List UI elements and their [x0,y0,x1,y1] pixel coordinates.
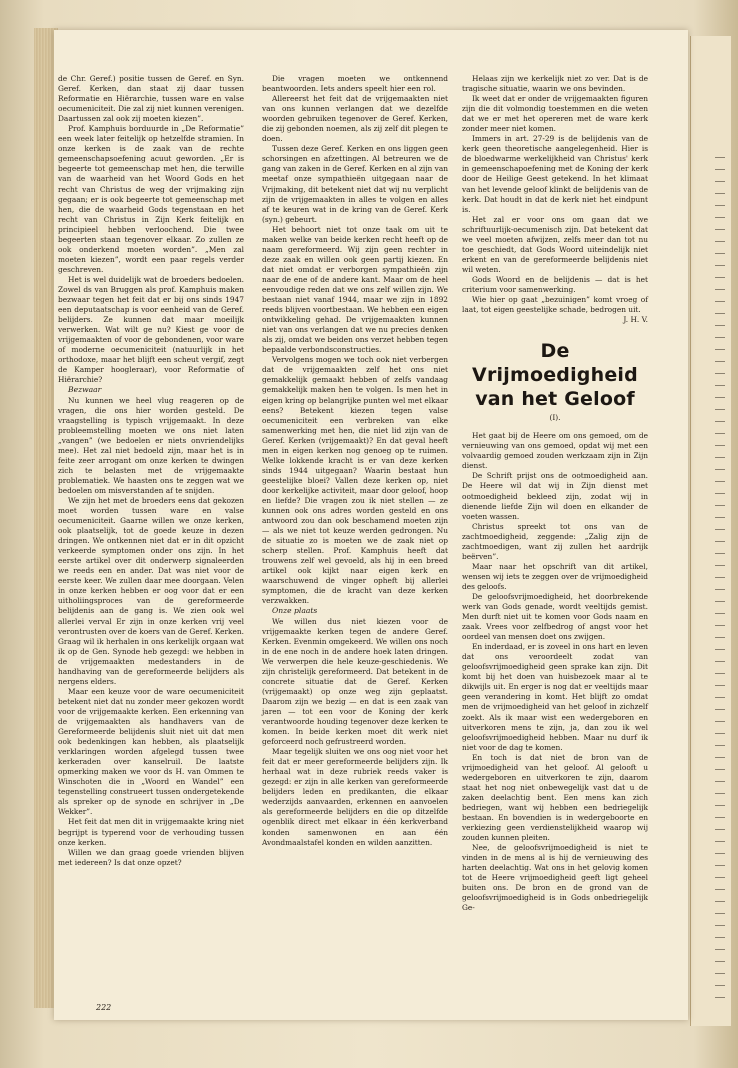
page-number: 222 [96,1003,112,1012]
column-3 [462,74,648,913]
paragraph: De Schrift prijst ons de ootmoedigheid aan. De Heere wil dat wij in Zijn dienst met ootmoedigheid bekleed zijn, zodat wij in dienende liefde Zijn wil doen en elkander de voeten wassen. [462,471,648,521]
subheading-onze-plaats: Onze plaats [272,606,318,616]
paragraph: Allereerst het feit dat de vrijgemaakten niet van ons kunnen verlangen dat we dezelfde woorden gebruiken tegenover de Geref. Kerken, die zij gebonden noemen, als zij zelf dit plegen te doen. [262,94,448,144]
paragraph: Nu kunnen we heel vlug reageren op de vragen, die ons hier worden gesteld. De vraagstelling is typisch vrijgemaakt. In deze probleemstelling moeten we ons niet laten „vangen” (we bedoelen er niets onvriendelijks mee). Het zal niet bedoeld zijn, maar het is in feite zeer arrogant om onze kerken te dwingen zich te belasten met de vrijgemaakte problematiek. We haasten ons te zeggen wat we bedoelen om misverstanden af te snijden. [58,395,244,495]
paragraph: Ik weet dat er onder de vrijgemaakten figuren zijn die dit volmondig toestemmen en die weten dat we er met het opereren met de ware kerk zonder meer niet komen. [462,94,648,134]
article-number: (I). [549,413,561,423]
subheading-bezwaar: Bezwaar [68,385,102,395]
paragraph: Helaas zijn we kerkelijk niet zo ver. Dat is de tragische situatie, waarin we ons bevinden. [462,74,648,94]
paragraph: Het is wel duidelijk wat de broeders bedoelen. Zowel ds van Bruggen als prof. Kamphuis maken bezwaar tegen het feit dat er bij ons sinds 1947 een deputaatschap is voor eenheid van de Geref. belijders. Ze kunnen dat maar moeilijk verwerken. Wat wilt ge nu? Kiest ge voor de vrijgemaakten of voor de gebondenen, voor ware of moderne oecumeniciteit (natuurlijk in het orthodoxe, maar het blijft een scheut vergif, zegt de Kamper hoogleraar), voor Reformatie of Hiërarchie? [58,274,244,385]
paragraph: We zijn het met de broeders eens dat gekozen moet worden tussen ware en valse oecumeniciteit. Gaarne willen we onze kerken, ook plaatselijk, tot de goede keuze in dezen dringen. We ontkennen niet dat er in dit opzicht verkeerde symptomen onder ons zijn. In het eerste artikel over dit onderwerp signaleerden we reeds een en ander. Dat was niet voor de eerste keer. We zullen daar mee doorgaan. Velen in onze kerken hebben er oog voor dat er een uitholiingsproces van de gereformeerde belijdenis aan de gang is. We zien ook wel allerlei verval Er zijn in onze kerken vrij veel verontrusten over de koers van de Geref. Kerken. Graag wil ik herhalen in ons kerkelijk orgaan wat ik op de Gen. Synode heb gezegd: we hebben in de vrijgemaakten medestanders in de handhaving van de gereformeerde belijders als nergens elders. [58,495,244,686]
column-2 [262,74,448,848]
paragraph: We willen dus niet kiezen voor de vrijgemaakte kerken tegen de andere Geref. Kerken. Evenmin omgekeerd. We willen ons noch in de ene noch in de andere hoek laten dringen. We verwerpen die hele keuze-geschiedenis. We zijn christelijk gereformeerd. Dat betekent in de concrete situatie dat de Geref. Kerken (vrijgemaakt) op onze weg zijn geplaatst. Daarom zijn we bezig — en dat is een zaak van jaren — tot een voor de Koning der kerk verantwoorde houding tegenover deze kerken te komen. In beide kerken moet dit werk niet geforceerd noch gefrustreerd worden. [262,616,448,747]
paragraph: En inderdaad, er is zoveel in ons hart en leven dat ons veroordeelt zodat van geloofsvrijmoedigheid geen sprake kan zijn. Dit komt bij het doen van huisbezoek maar al te dikwijls uit. En erger is nog dat er veeltijds maar geen verandering in komt. Het blijft zo omdat men de vrijmoedigheid van het geloof in zichzelf zoekt. Als ik maar wist een wedergeboren en uitverkoren mens te zijn, ja, dan zou ik wel geloofsvrijmoedigheid hebben. Maar nu durf ik niet voor de dag te komen. [462,642,648,752]
paragraph: Het behoort niet tot onze taak om uit te maken welke van beide kerken recht heeft op de naam gereformeerd. Wij zijn geen rechter in deze zaak en willen ook geen partij kiezen. En dat niet omdat er verborgen sympathieën zijn naar de ene of de andere kant. Maar om de heel eenvoudige reden dat we ons zelf willen zijn. We bestaan niet vanaf 1944, maar we zijn in 1892 reeds blijven voortbestaan. We hebben een eigen ontwikkeling gehad. De vrijgemaakten kunnen niet van ons verlangen dat we nu precies denken als zij, omdat we beiden ons verzet hebben tegen bepaalde verbondsconstructies. [262,224,448,355]
column-1 [58,74,244,868]
paragraph: Immers in art. 27-29 is de belijdenis van de kerk geen theoretische aangelegenheid. Hier is de bloedwarme werkelijkheid van Christus' kerk in gemeenschapoefening met de Koning der kerk door de Heilige Geest getekend. In het klimaat van het levende geloof klinkt de belijdenis van de kerk. Dat houdt in dat de kerk niet het eindpunt is. [462,134,648,214]
next-page-edge [690,36,731,1026]
paragraph: De geloofsvrijmoedigheid, het doorbrekende werk van Gods genade, wordt veeltijds gemist. Men durft niet uit te komen voor Gods naam en zaak. Vrees voor zelfbedrog of angst voor het oordeel van mensen doet ons zwijgen. [462,591,648,642]
paragraph: Het feit dat men dit in vrijgemaakte kring niet begrijpt is typerend voor de verhouding tussen onze kerken. [58,817,244,847]
paragraph: Nee, de geloofsvrijmoedigheid is niet te vinden in de mens al is hij de vernieuwing des harten deelachtig. Wat ons in het gelovig komen tot de Heere vrijmoedigheid geeft ligt geheel buiten ons. De bron en de grond van de geloofsvrijmoedigheid is in Gods onbedriegelijk Ge- [462,843,648,913]
paragraph: Maar naar het opschrift van dit artikel, wensen wij iets te zeggen over de vrijmoedigheid des geloofs. [462,561,648,591]
paragraph: Het zal er voor ons om gaan dat we schriftuurlijk-oecumenisch zijn. Dat betekent dat we veel moeten afwijzen, zelfs meer dan tot nu toe geschiedt, dat Gods Woord uiteindelijk niet erkent en van de gereformeerde belijdenis niet wil weten. [462,214,648,274]
paragraph: Maar tegelijk sluiten we ons oog niet voor het feit dat er meer gereformeerde belijders zijn. Ik herhaal wat in deze rubriek reeds vaker is gezegd: er zijn in alle kerken van gereformeerde belijders leden en predikanten, die elkaar wederzijds aanvaarden, erkennen en aanvoelen als gereformeerde belijders en die op ditzelfde ogenblik direct met elkaar in één kerkverband konden samenwonen en aan één Avondmaalstafel konden en wilden aanzitten. [262,747,448,847]
paragraph: Willen we dan graag goede vrienden blijven met iedereen? Is dat onze opzet? [58,847,244,867]
paragraph: Wie hier op gaat „bezuinigen” komt vroeg of laat, tot eigen geestelijke schade, bedrogen uit. [462,295,648,315]
paragraph: En toch is dat niet de bron van de vrijmoedigheid van het geloof. Al gelooft u wedergeboren en uitverkoren te zijn, daarom staat het nog niet onbewegelijk vast dat u de zaken deelachtig bent. Een mens kan zich bedriegen, want wij hebben een bedriegelijk bestaan. En bovendien is in wedergeboorte en verkiezing geen verdienstelijkheid waarop wij zouden kunnen pleiten. [462,752,648,843]
paragraph: Vervolgens mogen we toch ook niet verbergen dat de vrijgemaakten zelf het ons niet gemakkelijk gemaakt hebben of zelfs vandaag gemakkelijk maken hen te volgen. Is men het in eigen kring op belangrijke punten wel met elkaar eens? Betekent kiezen tegen valse oecumeniciteit een verbreken van elke samenwerking met hen, die niet lid zijn van de Geref. Kerken (vrijgemaakt)? En dat geval heeft men in eigen kerken nog genoeg op te ruimen. Welke lokkende kracht is er van deze kerken sinds 1944 uitgegaan? Waarin bestaat hun geestelijke bloei? Vallen deze kerken op, niet door kerkelijke activiteit, maar door geloof, hoop en liefde? Die vragen zou ik niet stellen — ze kunnen ook ons adres worden gesteld en ons antwoord zou dan ook beschamend moeten zijn — als we niet tot keuze werden gedrongen. Nu de situatie zo is moeten we de zaak niet op scherp stellen. Prof. Kamphuis heeft dat trouwens zelf wel gevoeld, als hij in een breed artikel ook kijkt naar eigen kerk en waarschuwend de vinger opheft bij allerlei symptomen, die de kracht van deze kerken verzwakken. [262,355,448,606]
paragraph: Christus spreekt tot ons van de zachtmoedigheid, zeggende: „Zalig zijn de zachtmoedigen, want zij zullen het aardrijk beërven”. [462,521,648,561]
paragraph: Gods Woord en de belijdenis — dat is het criterium voor samenwerking. [462,274,648,294]
paragraph: Maar een keuze voor de ware oecumeniciteit betekent niet dat nu zonder meer gekozen wordt voor de vrijgemaakte kerken. Een erkenning van de vrijgemaakten als handhavers van de Gereformeerde belijdenis sluit niet uit dat men ook bedenkingen kan hebben, als plaatselijk verklaringen worden afgelegd tussen twee kerkeraden over kanselruil. De laatste opmerking maken we voor ds H. van Ommen te Winschoten die in „Woord en Wandel” een tegenstelling construeert tussen ondergetekende als spreker op de synode en schrijver in „De Wekker”. [58,686,244,817]
paragraph: Prof. Kamphuis borduurde in „De Reformatie” een week later feitelijk op hetzelfde stramien. In onze kerken is de zaak van de rechte gemeenschapsoefening acuut geworden. „Er is begeerte tot gemeenschap met hen, die terwille van de waarheid van het Woord Gods en het recht van Christus de weg der vrijmaking zijn gegaan; er is ook begeerte tot gemeenschap met hen, die de waarheid Gods tegenstaan en het recht van Christus in Zijn Kerk feitelijk en principieel hebben verloochend. Die twee begeerten staan tegenover elkaar. Zo zullen ze ook onderkend moeten worden”. „Men zal moeten kiezen”, wordt een paar regels verder geschreven. [58,124,244,274]
article-title: De Vrijmoedigheid van het Geloof [472,340,638,411]
next-page-text-edge [715,146,725,1006]
paragraph: Het gaat bij de Heere om ons gemoed, om de vernieuwing van ons gemoed, opdat wij met een volvaardig gemoed zouden werkzaam zijn in Zijn dienst. [462,431,648,471]
author-signature: J. H. V. [623,315,648,325]
paragraph: de Chr. Geref.) positie tussen de Geref. en Syn. Geref. Kerken, dan staat zij daar tussen Reformatie en Hiërarchie, tussen ware en valse oecumeniciteit. Die zal zij niet kunnen verenigen. Daartussen zal ook zij moeten kiezen”. [58,74,244,124]
paragraph: Tussen deze Geref. Kerken en ons liggen geen schorsingen en afzettingen. Al betreuren we de gang van zaken in de Geref. Kerken en al zijn van meetaf onze sympathieën uitgegaan naar de Vrijmaking, dit betekent niet dat wij nu verplicht zijn de vrijgemaakten in alles te volgen en alles af te keuren wat in de kring van de Geref. Kerk (syn.) gebeurt. [262,144,449,224]
paragraph: Die vragen moeten we ontkennend beantwoorden. Iets anders speelt hier een rol. [262,74,448,94]
